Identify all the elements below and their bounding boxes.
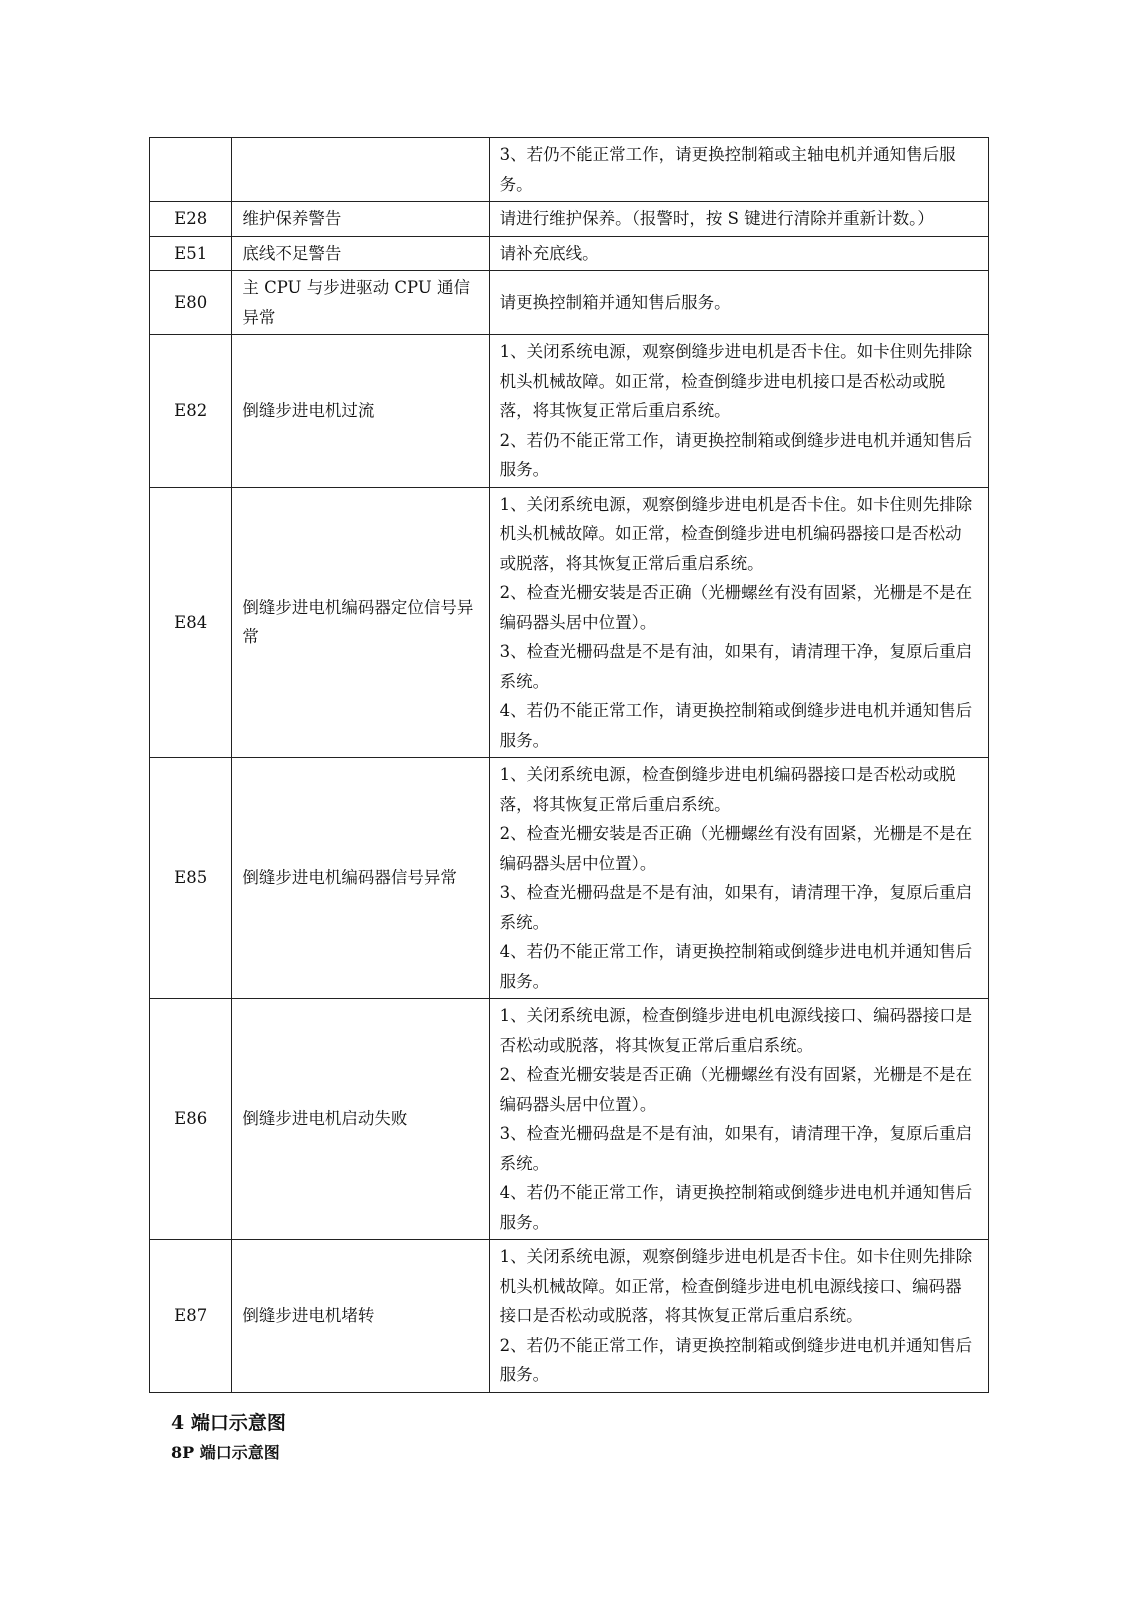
fault-name-cell: 倒缝步进电机启动失败 (232, 999, 489, 1240)
fault-name-cell: 维护保养警告 (232, 202, 489, 237)
fault-code-cell: E84 (150, 487, 232, 758)
fault-name-cell (232, 138, 489, 202)
table-row (150, 335, 989, 488)
solution-step: 1、关闭系统电源，观察倒缝步进电机是否卡住。如卡住则先排除机头机械故障。如正常，检查倒缝步进电机电源线接口、编码器接口是否松动或脱落，将其恢复正常后重启系统。 (499, 1247, 973, 1325)
section-subheading: 8P 端口示意图 (171, 1443, 280, 1462)
solution-step: 4、若仍不能正常工作，请更换控制箱或倒缝步进电机并通知售后服务。 (499, 1183, 973, 1232)
solution-cell (489, 271, 988, 335)
solution-cell (489, 487, 988, 758)
table-row (150, 271, 989, 335)
solution-step: 3、若仍不能正常工作，请更换控制箱或主轴电机并通知售后服务。 (499, 145, 956, 194)
solution-step: 2、检查光栅安装是否正确（光栅螺丝有没有固紧，光栅是不是在编码器头居中位置）。 (499, 824, 973, 873)
solution-step: 1、关闭系统电源，观察倒缝步进电机是否卡住。如卡住则先排除机头机械故障。如正常，检查倒缝步进电机接口是否松动或脱落，将其恢复正常后重启系统。 (499, 342, 973, 420)
table-row (150, 138, 989, 202)
solution-step: 4、若仍不能正常工作，请更换控制箱或倒缝步进电机并通知售后服务。 (499, 942, 973, 991)
solution-step: 1、关闭系统电源，检查倒缝步进电机电源线接口、编码器接口是否松动或脱落，将其恢复正常后重启系统。 (499, 1006, 973, 1055)
fault-code-cell: E28 (150, 202, 232, 237)
solution-step: 3、检查光栅码盘是不是有油，如果有，请清理干净，复原后重启系统。 (499, 1124, 973, 1173)
fault-code-cell: E87 (150, 1240, 232, 1393)
solution-step: 1、关闭系统电源，检查倒缝步进电机编码器接口是否松动或脱落，将其恢复正常后重启系统。 (499, 765, 956, 814)
fault-name-cell: 底线不足警告 (232, 236, 489, 271)
fault-code-cell: E51 (150, 236, 232, 271)
fault-code-cell (150, 138, 232, 202)
solution-cell (489, 236, 988, 271)
fault-name-cell: 倒缝步进电机编码器信号异常 (232, 758, 489, 999)
fault-name-cell: 倒缝步进电机过流 (232, 335, 489, 488)
solution-step: 1、关闭系统电源，观察倒缝步进电机是否卡住。如卡住则先排除机头机械故障。如正常，检查倒缝步进电机编码器接口是否松动或脱落，将其恢复正常后重启系统。 (499, 494, 973, 573)
fault-code-cell: E80 (150, 271, 232, 335)
fault-code-cell: E86 (150, 999, 232, 1240)
fault-name-cell: 倒缝步进电机编码器定位信号异常 (232, 487, 489, 758)
table-row (150, 236, 989, 271)
table-row (150, 1240, 989, 1393)
solution-step: 2、检查光栅安装是否正确（光栅螺丝有没有固紧，光栅是不是在编码器头居中位置）。 (499, 583, 973, 632)
fault-table-body (150, 138, 989, 1393)
table-row (150, 202, 989, 237)
solution-step: 3、检查光栅码盘是不是有油，如果有，请清理干净，复原后重启系统。 (499, 883, 973, 932)
solution-step: 2、若仍不能正常工作，请更换控制箱或倒缝步进电机并通知售后服务。 (499, 430, 973, 479)
solution-cell (489, 1240, 988, 1393)
fault-name-cell: 主 CPU 与步进驱动 CPU 通信异常 (232, 271, 489, 335)
fault-code-cell: E82 (150, 335, 232, 488)
solution-step: 4、若仍不能正常工作，请更换控制箱或倒缝步进电机并通知售后服务。 (499, 701, 973, 750)
section-heading: 4 端口示意图 (171, 1412, 286, 1434)
solution-cell (489, 999, 988, 1240)
solution-cell (489, 138, 988, 202)
fault-code-cell: E85 (150, 758, 232, 999)
table-row (150, 758, 989, 999)
solution-step: 2、检查光栅安装是否正确（光栅螺丝有没有固紧，光栅是不是在编码器头居中位置）。 (499, 1065, 973, 1114)
solution-step: 2、若仍不能正常工作，请更换控制箱或倒缝步进电机并通知售后服务。 (499, 1335, 973, 1384)
table-row (150, 487, 989, 758)
fault-code-table (149, 137, 989, 1393)
solution-step: 3、检查光栅码盘是不是有油，如果有，请清理干净，复原后重启系统。 (499, 642, 973, 691)
solution-cell (489, 335, 988, 488)
fault-name-cell: 倒缝步进电机堵转 (232, 1240, 489, 1393)
solution-step: 请补充底线。 (499, 243, 599, 263)
solution-cell (489, 758, 988, 999)
solution-step: 请更换控制箱并通知售后服务。 (499, 292, 731, 312)
table-row (150, 999, 989, 1240)
solution-step: 请进行维护保养。（报警时，按 S 键进行清除并重新计数。） (499, 209, 934, 228)
solution-cell (489, 202, 988, 237)
